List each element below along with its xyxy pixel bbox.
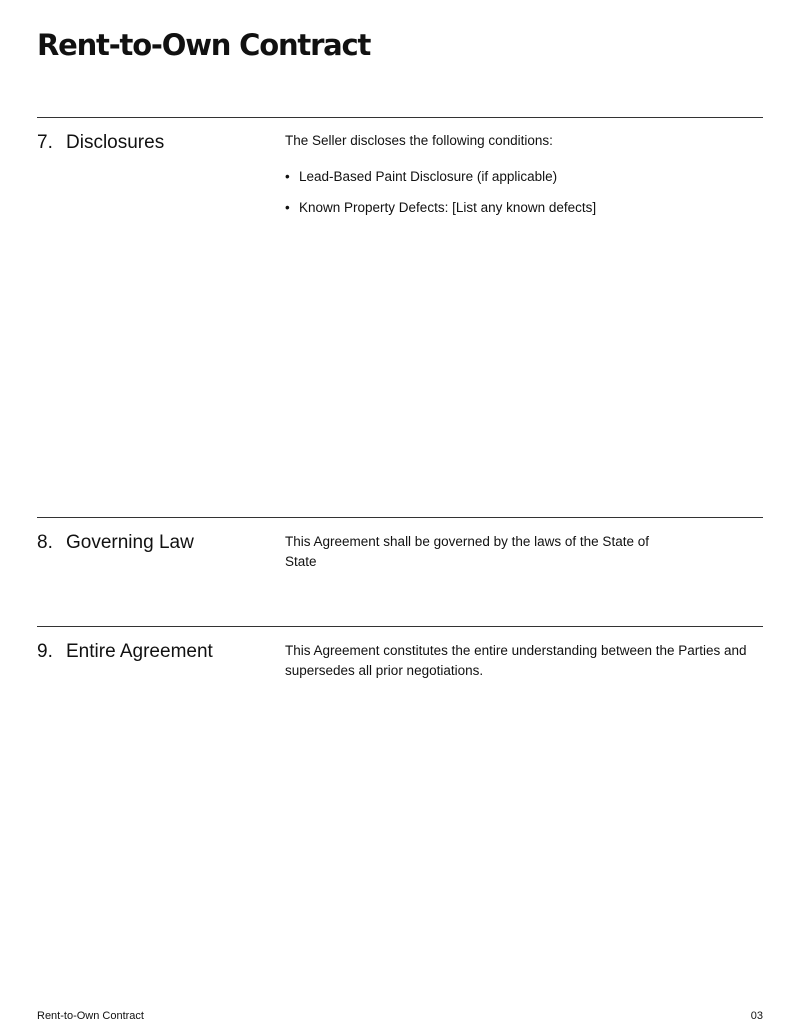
section-body bbox=[285, 532, 755, 571]
list-item-text: Lead-Based Paint Disclosure (if applicable) bbox=[299, 168, 558, 184]
section-title: Entire Agreement bbox=[66, 641, 213, 662]
footer-document-label: Rent-to-Own Contract bbox=[37, 1010, 144, 1022]
bullet-icon: • bbox=[285, 200, 290, 215]
section-heading bbox=[37, 132, 164, 154]
section-disclosures bbox=[37, 117, 763, 518]
section-heading bbox=[37, 641, 213, 663]
document-title: Rent-to-Own Contract bbox=[37, 28, 371, 62]
section-entire-agreement bbox=[37, 626, 763, 827]
bullet-icon: • bbox=[285, 168, 290, 184]
section-title: Governing Law bbox=[66, 532, 194, 553]
section-title: Disclosures bbox=[66, 132, 165, 153]
entire-agreement-text: This Agreement constitutes the entire understanding between the Parties and supersedes all prior negotiations. bbox=[285, 643, 747, 678]
disclosure-intro: The Seller discloses the following conditions: bbox=[285, 133, 553, 148]
section-number: 8. bbox=[37, 532, 53, 553]
section-body bbox=[285, 641, 755, 680]
list-item bbox=[285, 167, 755, 187]
governing-law-state: State bbox=[285, 553, 317, 569]
list-item-text: Known Property Defects: [List any known defects] bbox=[299, 200, 597, 215]
section-governing-law bbox=[37, 517, 763, 627]
disclosure-list bbox=[285, 167, 755, 218]
section-body bbox=[285, 131, 755, 230]
section-number: 9. bbox=[37, 641, 53, 662]
section-heading bbox=[37, 532, 194, 554]
footer-page-number: 03 bbox=[750, 1010, 763, 1022]
governing-law-text-line1: This Agreement shall be governed by the laws of the State of bbox=[285, 534, 649, 549]
list-item bbox=[285, 198, 755, 218]
section-number: 7. bbox=[37, 132, 53, 153]
governing-law-text bbox=[285, 532, 755, 571]
